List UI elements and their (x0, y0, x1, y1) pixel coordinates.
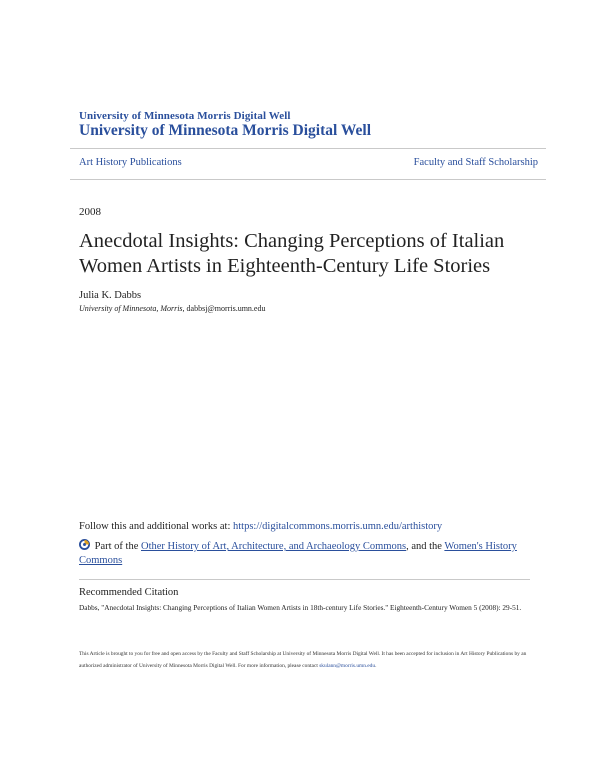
institution-name-large[interactable]: University of Minnesota Morris Digital Well (79, 122, 372, 139)
partof-middle: , and the (406, 541, 445, 552)
citation-heading: Recommended Citation (79, 587, 179, 598)
commons-link-womens-history[interactable]: Women's History Commons (79, 541, 517, 566)
affiliation-institution: University of Minnesota, Morris (79, 304, 183, 313)
institution-name-small[interactable]: University of Minnesota Morris Digital Well (79, 110, 291, 122)
partof-prefix: Part of the (92, 541, 141, 552)
part-of-commons (79, 539, 519, 568)
article-title: Anecdotal Insights: Changing Perceptions of Italian Women Artists in Eighteenth-Century Life Stories (79, 230, 505, 277)
author-name: Julia K. Dabbs (79, 290, 142, 301)
follow-prefix: Follow this and additional works at: (79, 521, 233, 532)
nav-divider (70, 179, 546, 180)
access-suffix: . (375, 663, 377, 669)
collection-link-faculty-scholarship[interactable]: Faculty and Staff Scholarship (413, 157, 538, 168)
access-statement (79, 648, 527, 672)
repository-link[interactable]: https://digitalcommons.morris.umn.edu/arthistory (233, 521, 443, 532)
contact-email-link[interactable]: skulann@morris.umn.edu (319, 663, 376, 669)
commons-link-art-history[interactable]: Other History of Art, Architecture, and Archaeology Commons (141, 541, 407, 552)
follow-line (79, 521, 442, 532)
top-divider (70, 148, 546, 149)
commons-network-icon (79, 539, 90, 550)
citation-text: Dabbs, "Anecdotal Insights: Changing Perceptions of Italian Women Artists in 18th-century Life Stories." Eighteenth-Century Women 5 (2008): 29-51. (79, 603, 522, 612)
access-text: This Article is brought to you for free and open access by the Faculty and Staff Scholarship at University of Minnesota Morris Digital Well. It has been accepted for inclusion in Art History Publications by an authorized administrator of University of Minnesota Morris Digital Well. For more information, please contact (79, 651, 527, 669)
author-affiliation (79, 304, 265, 313)
citation-divider (79, 579, 530, 580)
publication-year: 2008 (79, 206, 101, 218)
affiliation-email: , dabbsj@morris.umn.edu (182, 304, 266, 313)
collection-link-art-history[interactable]: Art History Publications (79, 157, 182, 168)
